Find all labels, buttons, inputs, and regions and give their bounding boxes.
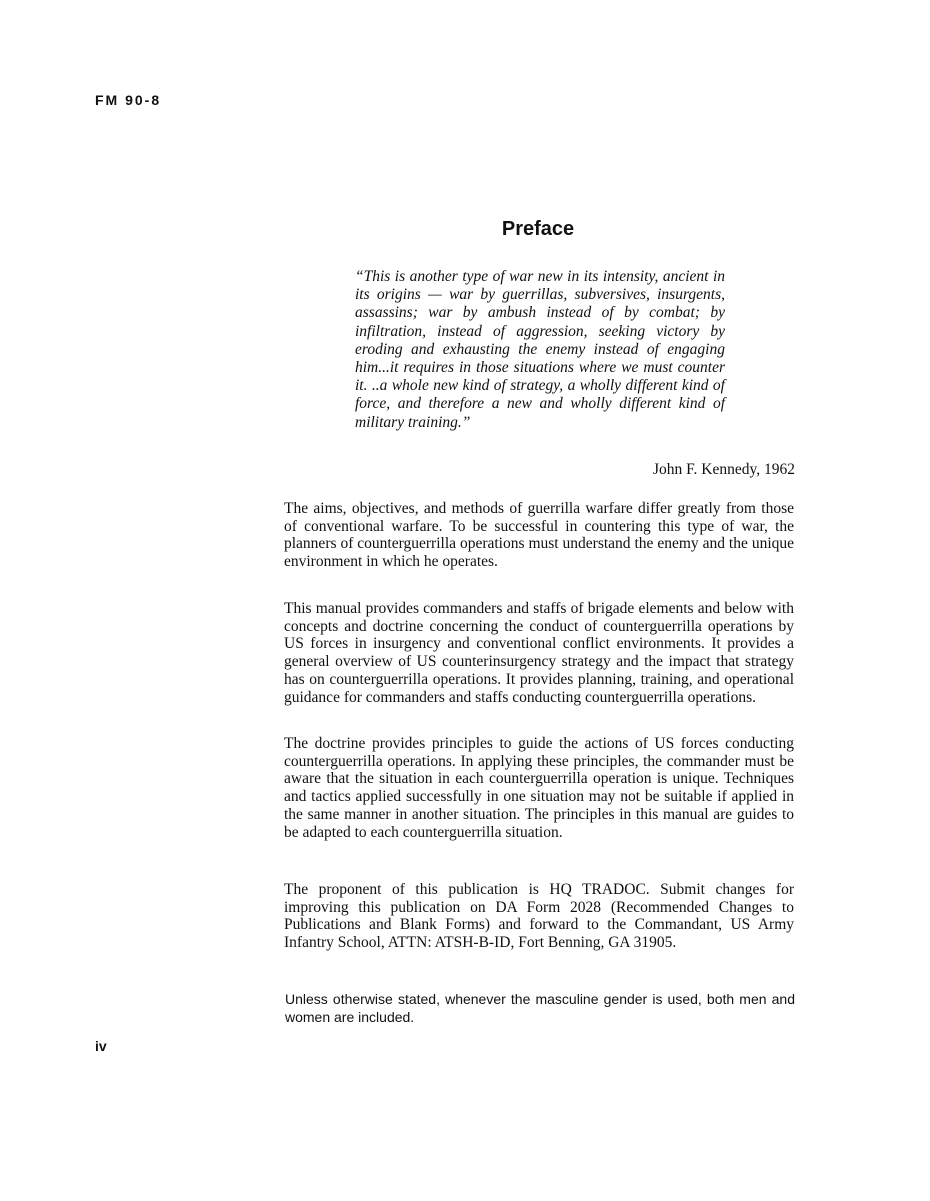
page-number: iv (95, 1038, 107, 1054)
preface-paragraph-aims: The aims, objectives, and methods of guerrilla warfare differ greatly from those of conventional warfare. To be successful in countering this type of war, the planners of counterguerrilla operations must understand the enemy and the unique environment in which he operates. (284, 500, 794, 571)
manual-id-header: FM 90-8 (95, 92, 162, 108)
page-title: Preface (501, 218, 575, 240)
preface-paragraph-proponent: The proponent of this publication is HQ TRADOC. Submit changes for improving this publication on DA Form 2028 (Recommended Changes to Publications and Blank Forms) and forward to the Commandant, US Army Infantry School, ATTN: ATSH-B-ID, Fort Benning, GA 31905. (284, 881, 794, 952)
preface-paragraph-doctrine: The doctrine provides principles to guide the actions of US forces conducting counterguerrilla operations. In applying these principles, the commander must be aware that the situation in each counterguerrilla operation is unique. Techniques and tactics applied successfully in one situation may not be suitable if applied in the same manner in another situation. The principles in this manual are guides to be adapted to each counterguerrilla situation. (284, 735, 794, 841)
quote-attribution: John F. Kennedy, 1962 (653, 461, 795, 478)
gender-note: Unless otherwise stated, whenever the masculine gender is used, both men and women are included. (285, 991, 795, 1025)
preface-paragraph-scope: This manual provides commanders and staffs of brigade elements and below with concepts and doctrine concerning the conduct of counterguerrilla operations by US forces in insurgency and conventional conflict environments. It provides a general overview of US counterinsurgency strategy and the impact that strategy has on counterguerrilla operations. It provides planning, training, and operational guidance for commanders and staffs conducting counterguerrilla operations. (284, 600, 794, 706)
epigraph-quote: “This is another type of war new in its intensity, ancient in its origins — war by guerrillas, subversives, insurgents, assassins; war by ambush instead of by combat; by infiltration, instead of aggression, seeking victory by eroding and exhausting the enemy instead of engaging him...it requires in those situations where we must counter it. ..a whole new kind of strategy, a wholly different kind of force, and therefore a new and wholly different kind of military training.” (355, 268, 725, 431)
